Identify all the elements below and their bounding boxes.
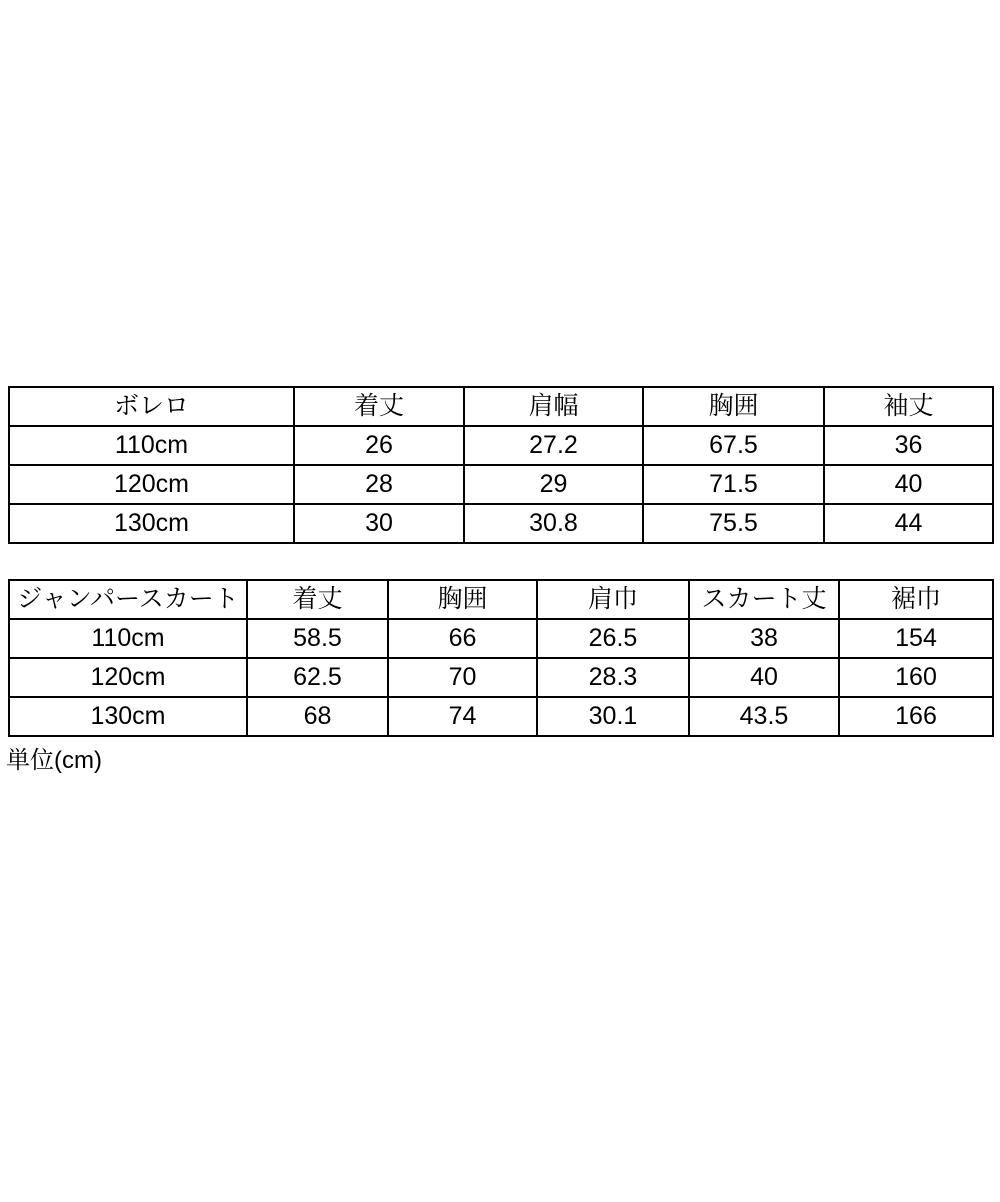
column-header-product: ジャンパースカート	[9, 580, 247, 619]
size-cell: 38	[689, 619, 839, 658]
size-label: 130cm	[9, 504, 294, 543]
size-cell: 40	[824, 465, 993, 504]
size-cell: 40	[689, 658, 839, 697]
size-cell: 75.5	[643, 504, 824, 543]
column-header-length: 着丈	[247, 580, 388, 619]
size-cell: 44	[824, 504, 993, 543]
size-cell: 29	[464, 465, 643, 504]
size-cell: 62.5	[247, 658, 388, 697]
size-cell: 166	[839, 697, 993, 736]
column-header-length: 着丈	[294, 387, 464, 426]
table-row	[9, 697, 993, 736]
unit-note: 単位(cm)	[6, 747, 102, 774]
column-header-shoulder-width: 肩巾	[537, 580, 689, 619]
size-cell: 68	[247, 697, 388, 736]
size-cell: 66	[388, 619, 537, 658]
size-cell: 30.1	[537, 697, 689, 736]
size-cell: 30.8	[464, 504, 643, 543]
column-header-product: ボレロ	[9, 387, 294, 426]
size-label: 120cm	[9, 658, 247, 697]
column-header-hem-width: 裾巾	[839, 580, 993, 619]
size-label: 110cm	[9, 619, 247, 658]
table-row	[9, 504, 993, 543]
column-header-skirt-length: スカート丈	[689, 580, 839, 619]
jumper-skirt-size-table	[8, 579, 994, 737]
column-header-chest: 胸囲	[643, 387, 824, 426]
size-cell: 71.5	[643, 465, 824, 504]
size-label: 110cm	[9, 426, 294, 465]
column-header-sleeve-length: 袖丈	[824, 387, 993, 426]
size-cell: 27.2	[464, 426, 643, 465]
column-header-chest: 胸囲	[388, 580, 537, 619]
table-row	[9, 658, 993, 697]
size-cell: 28	[294, 465, 464, 504]
size-cell: 160	[839, 658, 993, 697]
size-cell: 43.5	[689, 697, 839, 736]
table-row	[9, 465, 993, 504]
size-label: 130cm	[9, 697, 247, 736]
size-cell: 67.5	[643, 426, 824, 465]
table-header-row	[9, 580, 993, 619]
size-cell: 70	[388, 658, 537, 697]
table-header-row	[9, 387, 993, 426]
size-cell: 26.5	[537, 619, 689, 658]
table-row	[9, 426, 993, 465]
size-cell: 154	[839, 619, 993, 658]
size-cell: 28.3	[537, 658, 689, 697]
column-header-shoulder-width: 肩幅	[464, 387, 643, 426]
size-label: 120cm	[9, 465, 294, 504]
size-cell: 30	[294, 504, 464, 543]
table-row	[9, 619, 993, 658]
bolero-size-table	[8, 386, 994, 544]
size-cell: 58.5	[247, 619, 388, 658]
size-cell: 74	[388, 697, 537, 736]
size-cell: 26	[294, 426, 464, 465]
size-cell: 36	[824, 426, 993, 465]
